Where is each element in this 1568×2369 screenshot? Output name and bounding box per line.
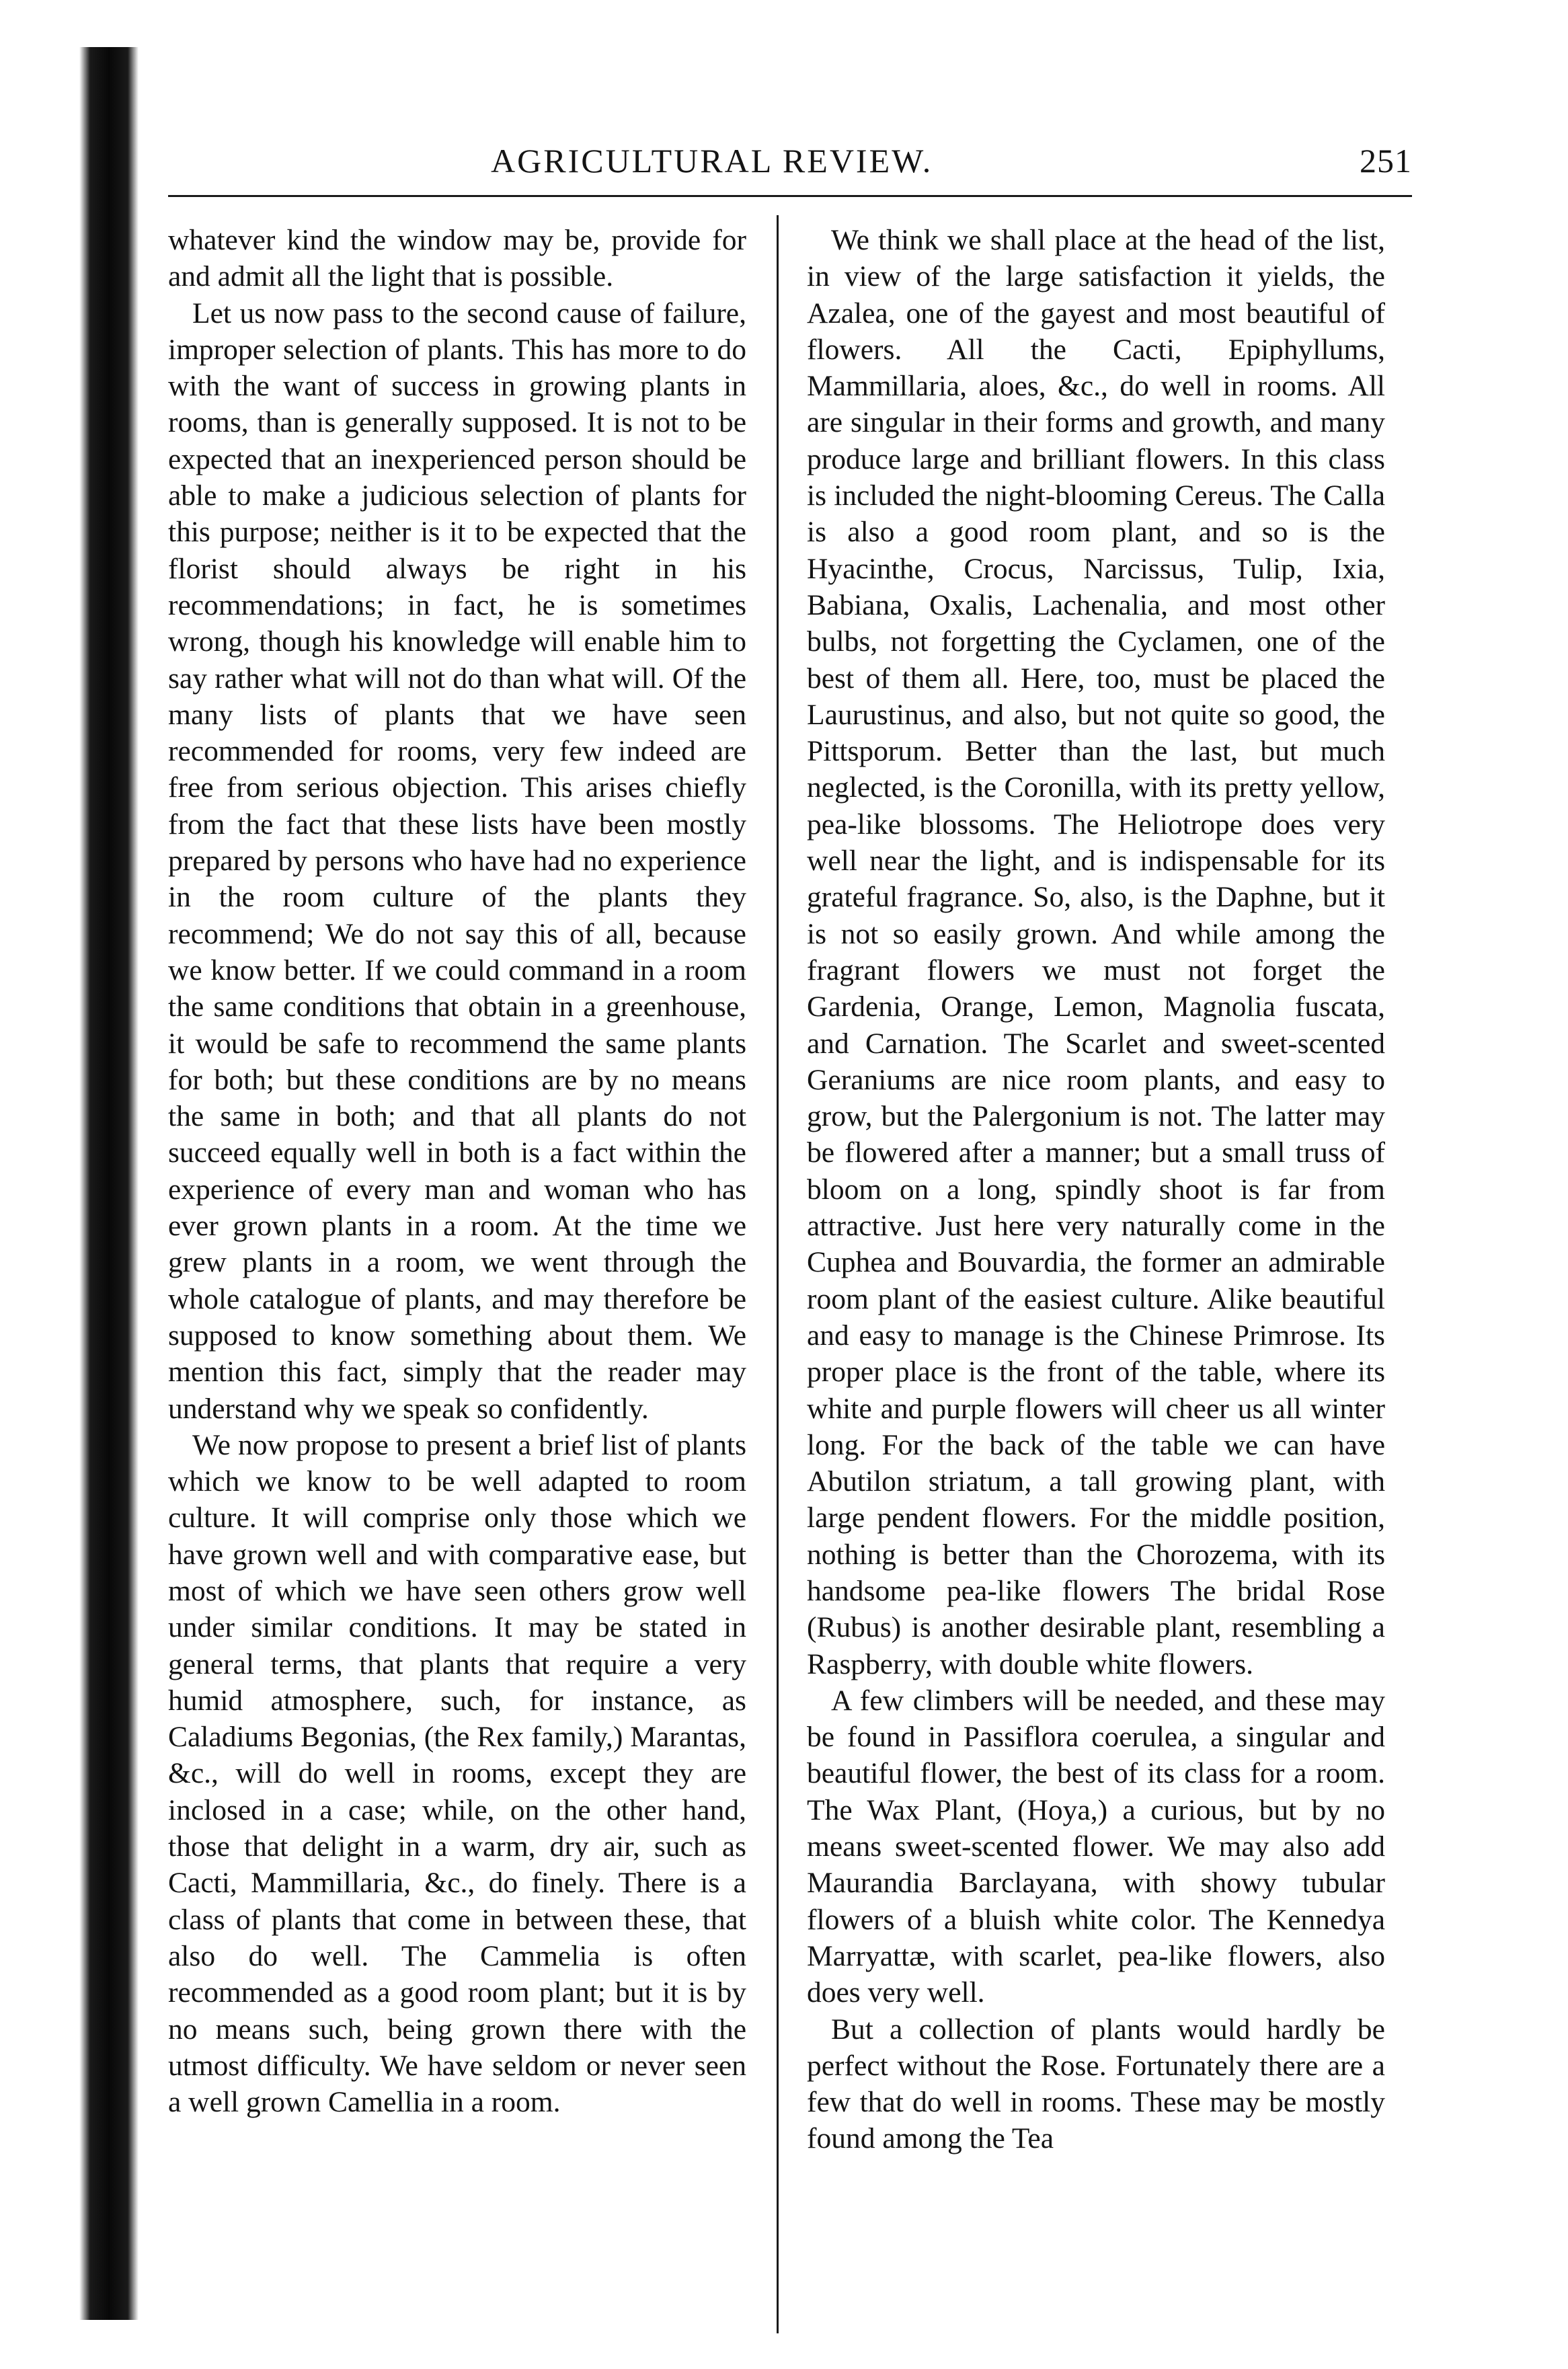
paragraph: A few climbers will be needed, and these may be found in Passiflora coerulea, a singular and beautiful flower, the best of its class for a room. The Wax Plant, (Hoya,) a curious, but by no means sweet-scented flower. We may also add Maurandia Barclayana, with showy tubular flowers of a bluish white color. The Kennedya Marryattæ, with scarlet, pea-like flowers, also does very well.: [807, 1684, 1385, 2009]
paragraph: But a collection of plants would hardly be perfect without the Rose. Fortunately there are a few that do well in rooms. These may be mostly found among the Tea: [807, 2013, 1385, 2155]
paragraph: We think we shall place at the head of the list, in view of the large satisfaction it yields, the Azalea, one of the gayest and most beautiful of flowers. All the Cacti, Epiphyllums, Mammillaria, aloes, &c., do well in rooms. All are singular in their forms and growth, and many produce large and brilliant flowers. In this class is included the night-blooming Cereus. The Calla is also a good room plant, and so is the Hyacinthe, Crocus, Narcissus, Tulip, Ixia, Babiana, Oxalis, Lachenalia, and most other bulbs, not forgetting the Cyclamen, one of the best of them all. Here, too, must be placed the Laurustinus, and also, but not quite so good, the Pittsporum. Better than the last, but much neglected, is the Coronilla, with its pretty yellow, pea-like blossoms. The Heliotrope does very well near the light, and is indispensable for its grateful fragrance. So, also, is the Daphne, but it is not so easily grown. And while among the fragrant flowers we must not forget the Gardenia, Orange, Lemon, Magnolia fuscata, and Carnation. The Scarlet and sweet-scented Geraniums are nice room plants, and easy to grow, but the Palergonium is not. The latter may be flowered after a manner; but a small truss of bloom on a long, spindly shoot is far from attractive. Just here very naturally come in the Cuphea and Bouvardia, the former an admirable room plant of the easiest culture. Alike beautiful and easy to manage is the Chinese Primrose. Its proper place is the front of the table, where its white and purple flowers will cheer us all winter long. For the back of the table we can have Abutilon striatum, a tall growing plant, with large pendent flowers. For the middle position, nothing is better than the Chorozema, with its handsome pea-like flowers The bridal Rose (Rubus) is another desirable plant, resembling a Raspberry, with double white flowers.: [807, 224, 1385, 1680]
column-rule: [777, 215, 779, 2333]
binding-shadow: [79, 47, 139, 2320]
book-page: [168, 128, 1412, 2333]
page-binding-edge: [0, 0, 143, 2369]
paragraph: We now propose to present a brief list of plants which we know to be well adapted to room culture. It will comprise only those which we have grown well and with comparative ease, but most of which we have seen others grow well under similar conditions. It may be stated in general terms, that plants that require a very humid atmosphere, such, for instance, as Caladiums Begonias, (the Rex family,) Marantas, &c., will do well in rooms, except they are inclosed in a case; while, on the other hand, those that delight in a warm, dry air, such as Cacti, Mammillaria, &c., do finely. There is a class of plants that come in between these, that also do well. The Cammelia is often recommended as a good room plant; but it is by no means such, being grown there with the utmost difficulty. We have seldom or never seen a well grown Camellia in a room.: [168, 1428, 746, 2119]
running-header: [168, 128, 1412, 188]
page-number: 251: [1360, 142, 1412, 180]
running-title: AGRICULTURAL REVIEW.: [491, 142, 933, 180]
header-rule: [168, 195, 1412, 197]
right-column: [807, 222, 1385, 2157]
paragraph: whatever kind the window may be, provide for and admit all the light that is possible.: [168, 224, 746, 293]
left-column: [168, 222, 746, 2120]
paragraph: Let us now pass to the second cause of failure, improper selection of plants. This has more to do with the want of success in growing plants in rooms, than is generally supposed. It is not to be expected that an inexperienced person should be able to make a judicious selection of plants for this purpose; neither is it to be expected that the florist should always be right in his recommendations; in fact, he is sometimes wrong, though his knowledge will enable him to say rather what will not do than what will. Of the many lists of plants that we have seen recommended for rooms, very few indeed are free from serious objection. This arises chiefly from the fact that these lists have been mostly prepared by persons who have had no experience in the room culture of the plants they recommend; We do not say this of all, because we know better. If we could command in a room the same conditions that obtain in a greenhouse, it would be safe to recommend the same plants for both; but these conditions are by no means the same in both; and that all plants do not succeed equally well in both is a fact within the experience of every man and woman who has ever grown plants in a room. At the time we grew plants in a room, we went through the whole catalogue of plants, and may therefore be supposed to know something about them. We mention this fact, simply that the reader may understand why we speak so confidently.: [168, 297, 746, 1425]
